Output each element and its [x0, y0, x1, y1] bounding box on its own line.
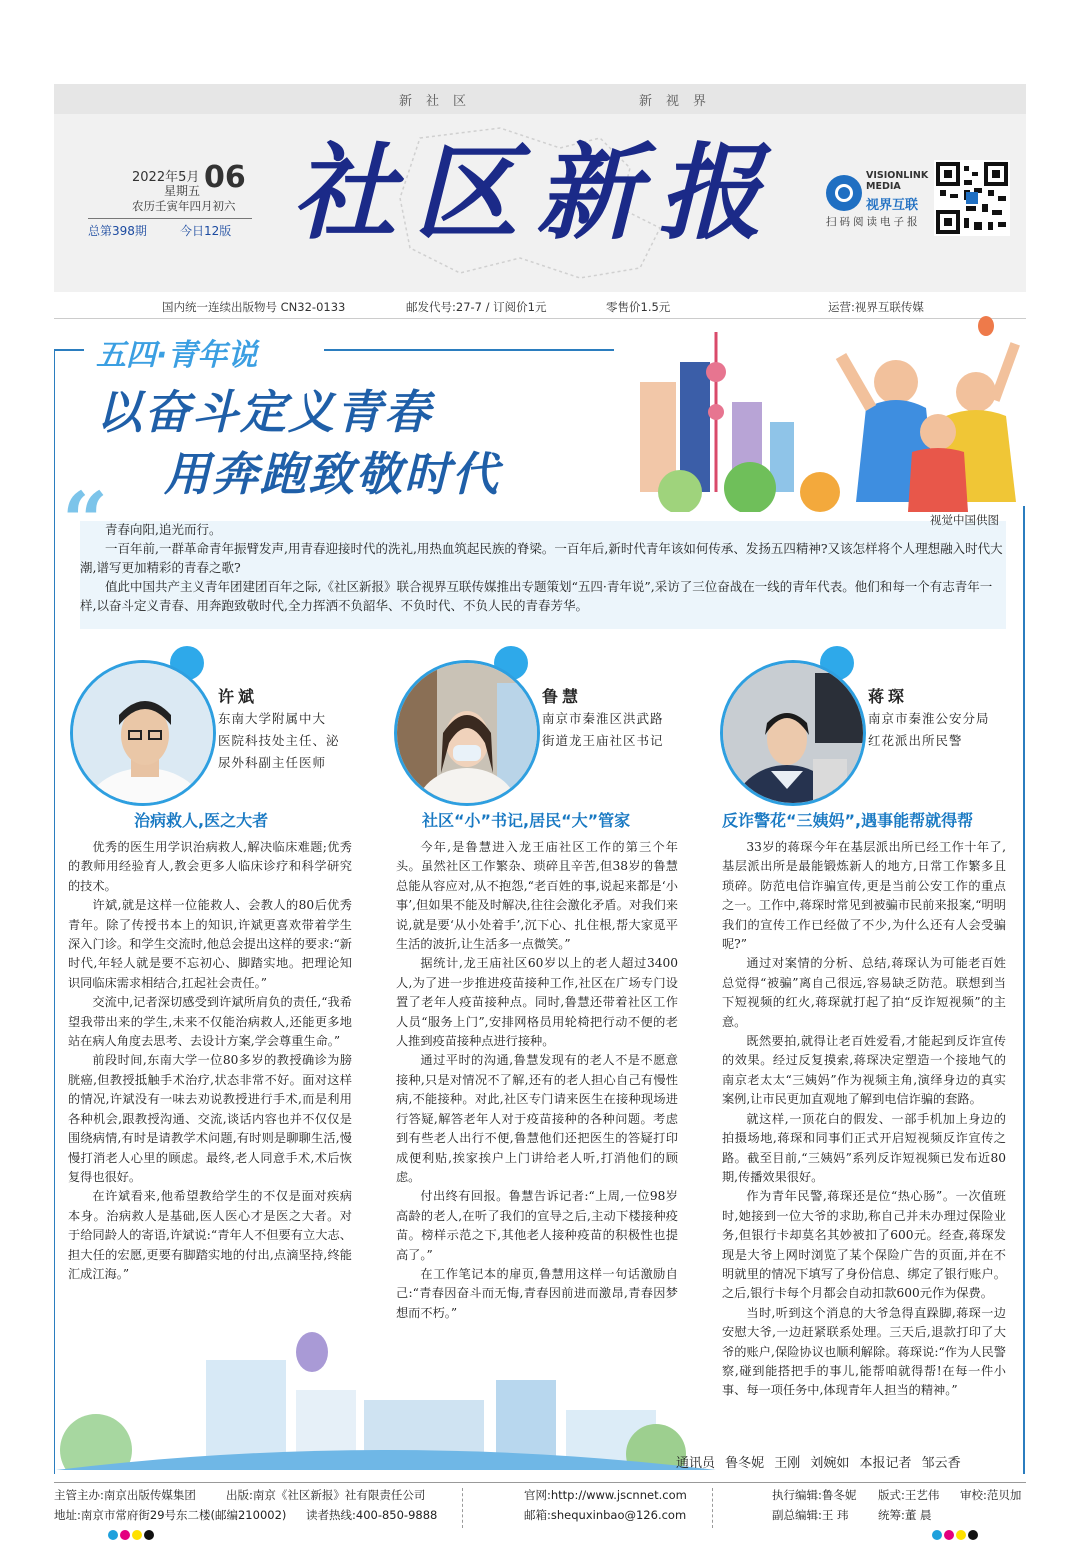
avatar-lu-hui — [394, 660, 540, 806]
section-kicker: 五四·青年说 — [96, 338, 258, 373]
intro-paragraph: 青春向阳,追光而行。 — [105, 522, 222, 537]
qr-code-icon[interactable] — [934, 160, 1010, 236]
article-paragraph: 优秀的医生用学识治病救人,解决临床难题;优秀的教师用经验育人,教会更多人临床诊疗和科学研究的技术。 — [68, 840, 352, 893]
article-headline: 反诈警花“三姨妈”,遇事能帮就得帮 — [722, 811, 974, 830]
article-paragraph: 今年,是鲁慧进入龙王庙社区工作的第三个年头。虽然社区工作繁杂、琐碎且辛苦,但38岁的鲁慧总能从容应对,从不抱怨,“老百姓的事,说起来都是‘小事’,但如果不能及时解决,往往会激化矛盾。对我们来说,就是要‘从小处着手’,沉下心、扎住根,帮大家觅平生活的波折,让生活多一点微笑。” — [396, 840, 678, 952]
weekday: 星期五 — [164, 184, 201, 198]
photo-credit: 视觉中国供图 — [930, 513, 999, 527]
page-count: 今日12版 — [180, 224, 232, 238]
color-registration-marks — [932, 1530, 992, 1542]
profile-name: 鲁慧 — [542, 687, 583, 706]
article-paragraph: 交流中,记者深切感受到许斌所肩负的责任,“我希望我带出来的学生,未来不仅能治病救人,还能更多地站在病人角度去思考、去设计方案,学会尊重生命。” — [68, 995, 352, 1049]
city-youth-illustration — [620, 312, 1026, 512]
profile-name: 蒋琛 — [868, 687, 909, 706]
profile-role-line: 南京市秦淮区洪武路 — [542, 711, 664, 726]
article-paragraph: 既然要拍,就得让老百姓爱看,才能起到反诈宣传的效果。经过反复摸索,蒋琛决定塑造一个接地气的南京老太太“三姨妈”作为视频主角,演绎身边的真实案例,让市民更加直观地了解到电信诈骗的套路。 — [722, 1034, 1006, 1107]
retail-price: 零售价1.5元 — [606, 300, 671, 314]
article-paragraph: 前段时间,东南大学一位80多岁的教授确诊为膀胱癌,但教授抵触手术治疗,状态非常不好。面对这样的情况,许斌没有一味去劝说教授进行手术,而是利用各种机会,跟教授沟通、交流,谈话内容也并不仅仅是围绕病情,有时是请教学术问题,有时则是聊聊生活,慢慢打消老人心里的顾虑。最终,老人同意手术,术后恢复得也很好。 — [68, 1053, 352, 1184]
footer-proof: 审校:范贝加 — [960, 1488, 1022, 1502]
avatar-jiang-chen — [720, 660, 866, 806]
postal-code: 邮发代号:27-7 / 订阅价1元 — [406, 300, 547, 314]
article-headline: 治病救人,医之大者 — [134, 811, 269, 830]
byline: 通讯员 鲁冬妮 王刚 刘婉如 本报记者 邹云香 — [676, 1456, 961, 1471]
article-paragraph: 通过对案情的分析、总结,蒋琛认为可能老百姓总觉得“被骗”离自己很远,容易缺乏防范。联想到当下短视频的红火,蒋琛就打起了拍“反诈短视频”的主意。 — [722, 956, 1006, 1029]
article-column-3 — [722, 838, 1006, 1401]
intro-paragraph: 一百年前,一群革命青年振臂发声,用青春迎接时代的洗礼,用热血筑起民族的脊梁。一百年后,新时代青年该如何传承、发扬五四精神?又该怎样将个人理想融入时代大潮,谱写更加精彩的青春之歌? — [80, 541, 1003, 575]
slogan-right: 新视界 — [639, 94, 721, 109]
day-number: 06 — [204, 160, 246, 195]
headline-line-1: 以奋斗定义青春 — [96, 385, 432, 439]
footer-divider — [462, 1488, 463, 1528]
profile-role-line: 尿外科副主任医师 — [218, 755, 327, 770]
profile-role-line: 南京市秦淮公安分局 — [868, 711, 990, 726]
article-column-2 — [396, 838, 678, 1323]
slogan-left: 新社区 — [399, 94, 481, 109]
footer-hotline: 读者热线:400-850-9888 — [306, 1508, 438, 1522]
footer-layout: 版式:王艺伟 — [878, 1488, 940, 1502]
article-paragraph: 在工作笔记本的扉页,鲁慧用这样一句话激励自己:“青春因奋斗而无悔,青春因前进而激昂,青春因梦想而不朽。” — [396, 1266, 678, 1320]
newspaper-title: 社区新报 — [292, 131, 781, 254]
color-registration-marks — [108, 1530, 168, 1542]
issue-number: 总第398期 — [88, 224, 147, 238]
article-paragraph: 作为青年民警,蒋琛还是位“热心肠”。一次值班时,她接到一位大爷的求助,称自己并未办理过保险业务,但银行卡却莫名其妙被扣了600元。经查,蒋琛发现是大爷上网时浏览了某个保险广告的页面,并在不明就里的情况下填写了身份信息、绑定了银行账户。之后,银行卡每个月都会自动扣款600元作为保费。 — [722, 1189, 1006, 1301]
footer-email[interactable]: 邮箱:shequxinbao@126.com — [524, 1508, 687, 1522]
footer-exec-editor: 执行编辑:鲁冬妮 — [772, 1488, 857, 1502]
footer-chief: 统筹:董 晨 — [878, 1508, 932, 1522]
footer-deputy-editor: 副总编辑:王 玮 — [772, 1508, 849, 1522]
footer-sponsor: 主管主办:南京出版传媒集团 — [54, 1488, 196, 1502]
footer-website[interactable]: 官网:http://www.jscnnet.com — [524, 1488, 687, 1502]
serial-number: 国内统一连续出版物号 CN32-0133 — [162, 300, 346, 314]
date-line: 2022年5月 — [132, 170, 200, 185]
article-paragraph: 在许斌看来,他希望教给学生的不仅是面对疾病本身。治病救人是基础,医人医心才是医之大者。对于给同龄人的寄语,许斌说:“青年人不但要有立大志、担大任的宏愿,更要有脚踏实地的付出,点滴坚持,终能汇成江海。” — [68, 1189, 352, 1281]
footer — [54, 1482, 1026, 1553]
visionlink-logo-icon — [826, 175, 862, 211]
profile-role-line: 红花派出所民警 — [868, 733, 963, 748]
article-paragraph: 33岁的蒋琛今年在基层派出所已经工作十年了,基层派出所是最能锻炼新人的地方,日常工作繁多且琐碎。防范电信诈骗宣传,更是当前公安工作的重点之一。工作中,蒋琛时常见到被骗市民前来报案,“明明我们的宣传工作已经做了不少,为什么还有人会受骗呢?” — [722, 840, 1006, 952]
article-headline: 社区“小”书记,居民“大”管家 — [422, 811, 631, 830]
article-paragraph: 付出终有回报。鲁慧告诉记者:“上周,一位98岁高龄的老人,在听了我们的宣导之后,主动下楼接种疫苗。榜样示范之下,其他老人接种疫苗的积极性也提高了。” — [396, 1189, 678, 1262]
intro-text — [80, 520, 1004, 615]
bottom-city-illustration — [56, 1330, 716, 1470]
scan-text: 扫码阅读电子报 — [826, 216, 921, 228]
profile-name: 许斌 — [218, 687, 259, 706]
intro-paragraph: 值此中国共产主义青年团建团百年之际,《社区新报》联合视界互联传媒推出专题策划“五四·青年说”,采访了三位奋战在一线的青年代表。他们和每一个有志青年一样,以奋斗定义青春、用奔跑致敬时代,全力挥洒不负韶华、不负时代、不负人民的青春芳华。 — [80, 579, 993, 613]
footer-address: 地址:南京市常府街29号东二楼(邮编210002) — [54, 1508, 287, 1522]
operator: 运营:视界互联传媒 — [828, 300, 924, 314]
brand-chinese: 视界互联 — [866, 198, 919, 213]
brand-english: VISIONLINK MEDIA — [866, 170, 929, 192]
slogan-bar — [54, 84, 1026, 114]
footer-divider — [712, 1488, 713, 1528]
article-paragraph: 当时,听到这个消息的大爷急得直跺脚,蒋琛一边安慰大爷,一边赶紧联系处理。三天后,退款打印了大爷的账户,保险协议也顺利解除。蒋琛说:“作为人民警察,碰到能搭把手的事儿,能帮咱就得帮!在每一件小事、每一项任务中,体现青年人担当的精神。” — [722, 1305, 1006, 1398]
headline-line-2: 用奔跑致敬时代 — [164, 447, 500, 501]
article-paragraph: 许斌,就是这样一位能救人、会教人的80后优秀青年。除了传授书本上的知识,许斌更喜欢带着学生深入门诊。和学生交流时,他总会提出这样的要求:“新时代,年轻人就是要不忘初心、脚踏实地。把理论知识同临床需求相结合,扛起社会责任。” — [68, 898, 352, 990]
article-paragraph: 通过平时的沟通,鲁慧发现有的老人不是不愿意接种,只是对情况不了解,还有的老人担心自己有慢性病,不能接种。对此,社区专门请来医生在接种现场进行答疑,解答老年人对于疫苗接种的各种问题。考虑到有些老人出行不便,鲁慧他们还把医生的答疑打印成便利贴,挨家挨户上门讲给老人听,打消他们的顾虑。 — [396, 1053, 678, 1184]
profile-role-line: 医院科技处主任、泌 — [218, 733, 340, 748]
profile-role-line: 街道龙王庙社区书记 — [542, 733, 664, 748]
quote-mark-icon: “ — [62, 474, 109, 568]
avatar-xu-bin — [70, 660, 216, 806]
article-paragraph: 据统计,龙王庙社区60岁以上的老人超过3400人,为了进一步推进疫苗接种工作,社区在广场专门设置了老年人疫苗接种点。同时,鲁慧还带着社区工作人员“服务上门”,安排网格员用轮椅把行动不便的老人推到疫苗接种点进行接种。 — [396, 956, 678, 1049]
footer-publisher: 出版:南京《社区新报》社有限责任公司 — [226, 1488, 426, 1502]
lunar-date: 农历壬寅年四月初六 — [132, 199, 236, 213]
article-paragraph: 就这样,一顶花白的假发、一部手机加上身边的拍摄场地,蒋琛和同事们正式开启短视频反诈宣传之路。截至目前,“三姨妈”系列反诈短视频已发布近80期,传播效果很好。 — [722, 1111, 1006, 1184]
profile-role-line: 东南大学附属中大 — [218, 711, 327, 726]
article-column-1 — [68, 838, 352, 1284]
